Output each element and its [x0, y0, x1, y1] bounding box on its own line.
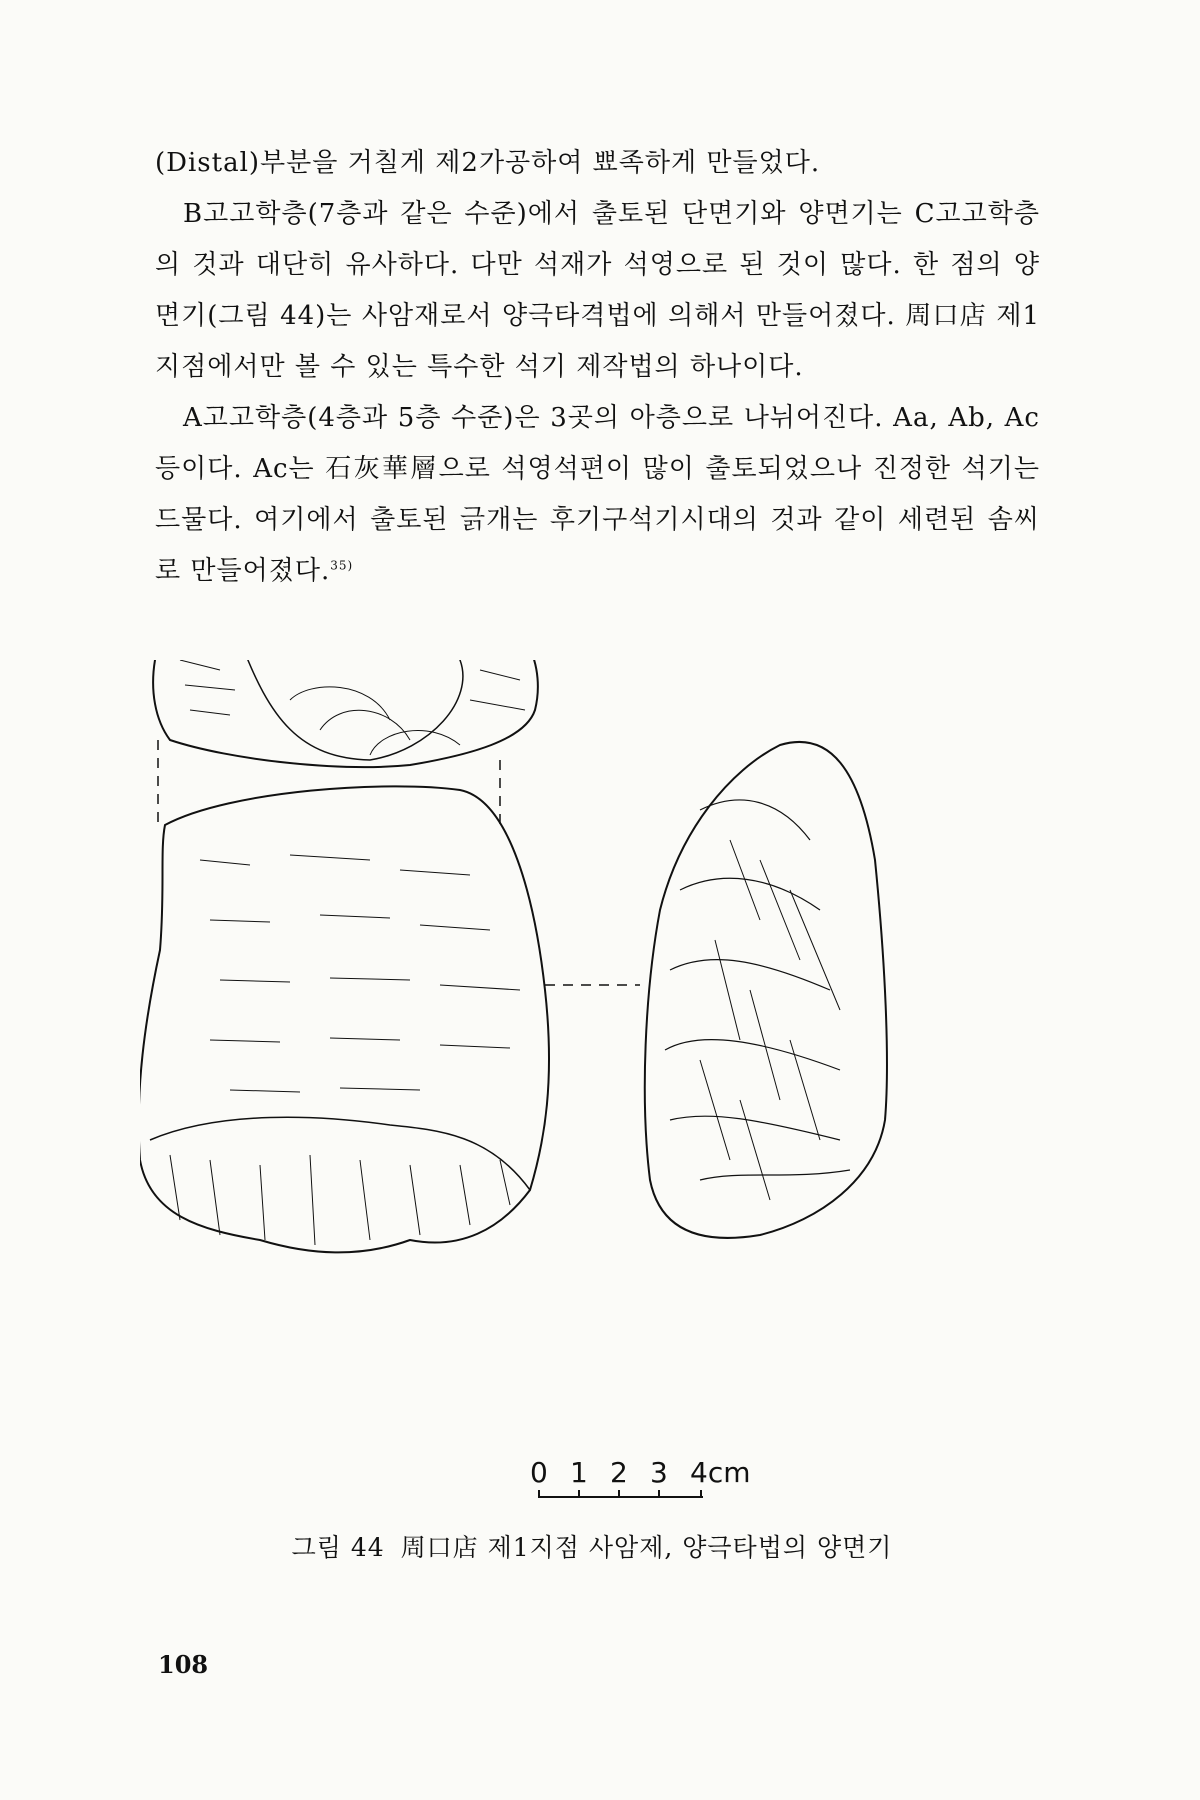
figure-label: 그림 44 — [291, 1533, 385, 1562]
paragraph-3 — [155, 393, 1040, 597]
caption-text: 周口店 제1지점 사암제, 양극타법의 양면기 — [400, 1533, 893, 1562]
scale-tick — [578, 1490, 580, 1498]
scale-label-0: 0 — [530, 1456, 548, 1489]
front-view-outline — [140, 786, 549, 1252]
top-view-flake-scar — [240, 660, 463, 760]
scale-tick — [538, 1490, 540, 1498]
page-number: 108 — [158, 1650, 209, 1679]
figure-caption — [0, 1528, 1200, 1564]
paragraph-3-text: A고고학층(4층과 5층 수준)은 3곳의 아층으로 나뉘어진다. Aa, Ab, Ac 등이다. Ac는 石灰華層으로 석영석편이 많이 출토되었으나 진정한 석기는 드물다. 여기에서 출토된 긁개는 후기구석기시대의 것과 같이 세련된 솜씨로 만들어졌다. — [155, 403, 1040, 586]
projection-guide — [158, 740, 640, 985]
paragraph-2: B고고학층(7층과 같은 수준)에서 출토된 단면기와 양면기는 C고고학층의 것과 대단히 유사하다. 다만 석재가 석영으로 된 것이 많다. 한 점의 양면기(그림 44)는 사암재로서 양극타격법에 의해서 만들어졌다. 周口店 제1지점에서만 볼 수 있는 특수한 석기 제작법의 하나이다. — [155, 199, 1040, 382]
scale-label-3: 3 — [650, 1456, 668, 1489]
scale-tick — [700, 1490, 702, 1498]
footnote-reference: 35) — [330, 558, 354, 573]
paragraph-1: (Distal)부분을 거칠게 제2가공하여 뾰족하게 만들었다. — [155, 148, 821, 178]
scale-label-4cm: 4cm — [690, 1456, 751, 1489]
scale-label-1: 1 — [570, 1456, 588, 1489]
scale-label-2: 2 — [610, 1456, 628, 1489]
scale-line — [538, 1496, 703, 1498]
body-text — [155, 138, 1040, 597]
front-view-lower-facet — [150, 1117, 530, 1190]
scale-tick — [618, 1490, 620, 1498]
side-view-outline — [645, 742, 887, 1238]
scale-tick — [658, 1490, 660, 1498]
top-view-outline — [153, 660, 538, 767]
stone-tool-illustration — [140, 660, 1040, 1440]
bifacial-tool-drawing — [140, 660, 1040, 1440]
scale-bar — [530, 1456, 770, 1506]
